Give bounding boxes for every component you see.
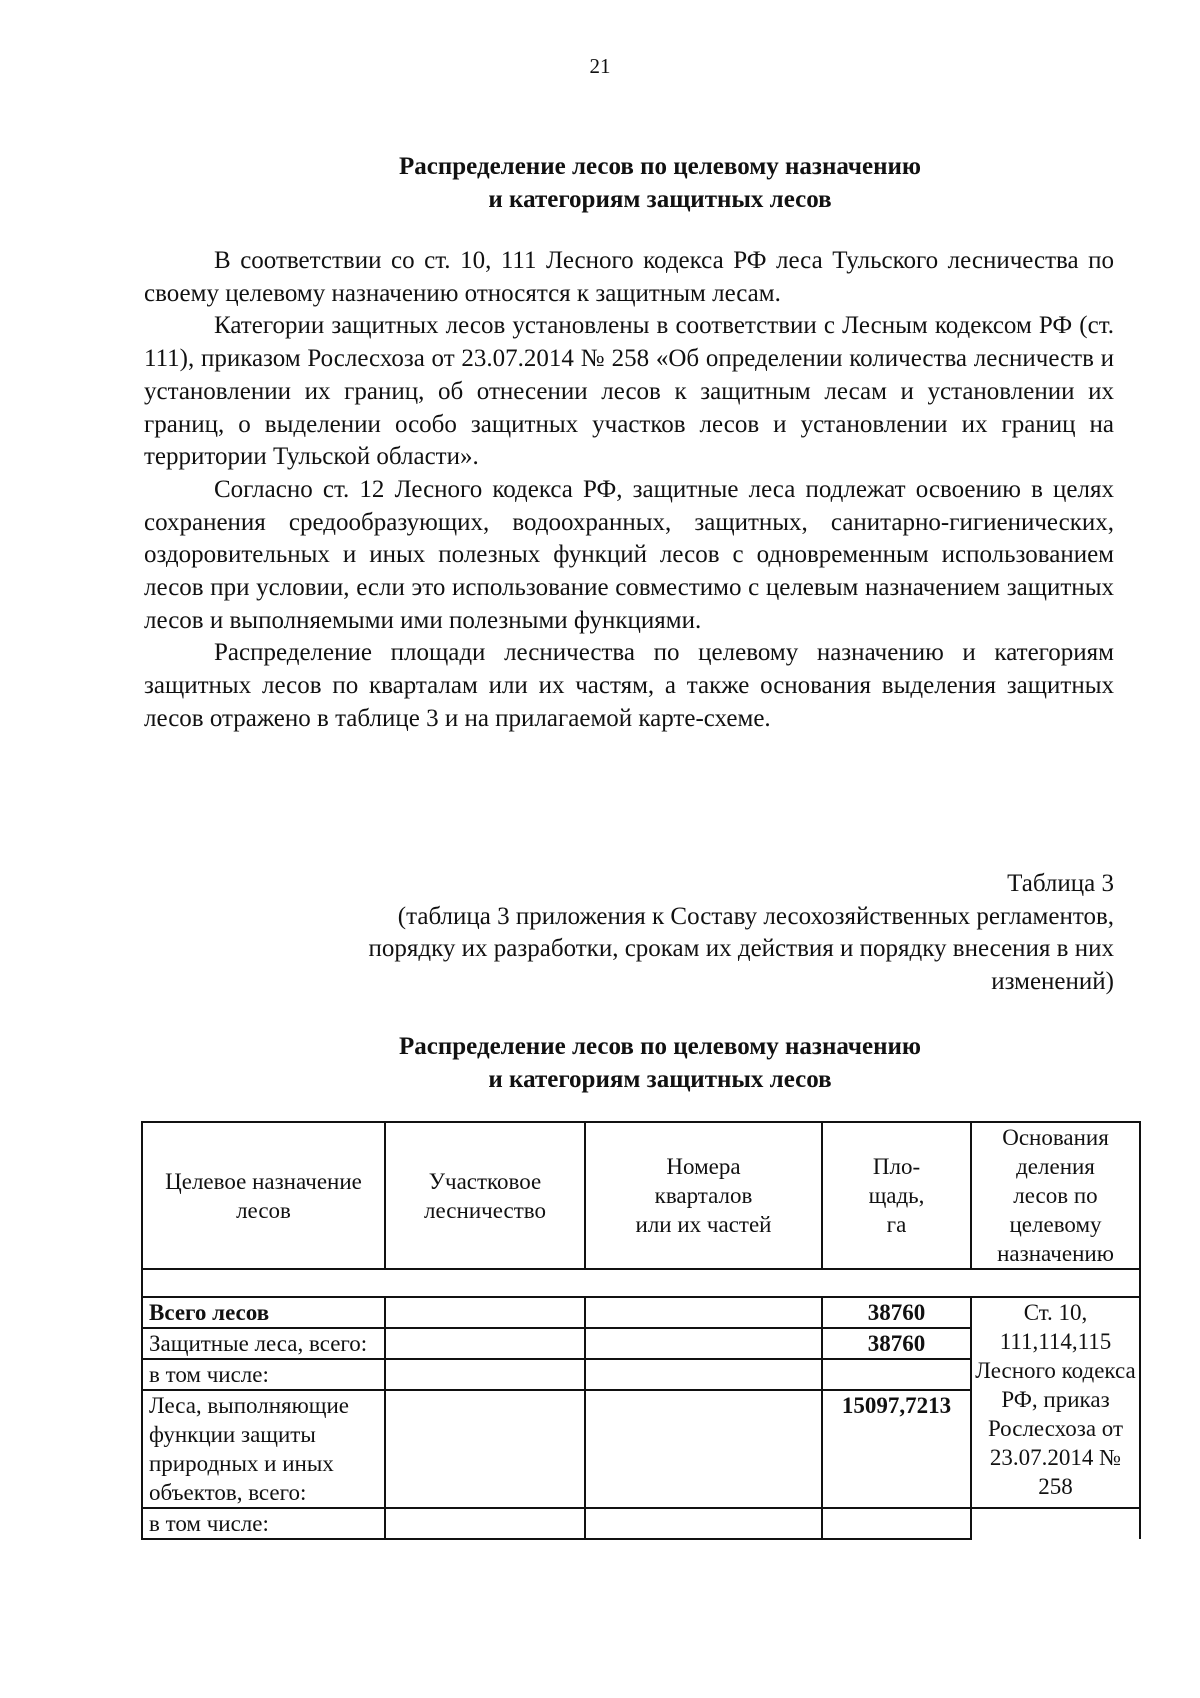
row-purpose: Защитные леса, всего: <box>142 1328 385 1359</box>
row-purpose: Леса, выполняющие функции защиты природных и иных объектов, всего: <box>142 1390 385 1508</box>
table-caption-line-3: изменений) <box>991 968 1114 996</box>
row-purpose: в том числе: <box>142 1359 385 1390</box>
table-row <box>142 1297 1140 1328</box>
row-basis-continuation <box>971 1508 1140 1539</box>
table-spacer-row <box>142 1269 1140 1297</box>
header-purpose: Целевое назначение лесов <box>142 1122 385 1269</box>
row-district <box>385 1359 585 1390</box>
paragraph-2: Категории защитных лесов установлены в соответствии с Лесным кодексом РФ (ст. 111), приказом Рослесхоза от 23.07.2014 № 258 «Об определении количества лесничеств и установлении их границ, об отнесении лесов к защитным лесам и установлении их границ, о выделении особо защитных участков лесов и установлении их границ на территории Тульской области». <box>144 312 1114 471</box>
paragraph-4: Распределение площади лесничества по целевому назначению и категориям защитных лесов по кварталам или их частям, а также основания выделения защитных лесов отражено в таблице 3 и на прилагаемой карте-схеме. <box>144 639 1114 732</box>
row-quarters <box>585 1390 822 1508</box>
table-heading-line-1: Распределение лесов по целевому назначению <box>399 1033 921 1060</box>
paragraph-1: В соответствии со ст. 10, 111 Лесного кодекса РФ леса Тульского лесничества по своему целевому назначению относятся к защитным лесам. <box>144 247 1114 307</box>
table-row <box>142 1508 1140 1539</box>
row-district <box>385 1508 585 1539</box>
row-purpose: в том числе: <box>142 1508 385 1539</box>
header-quarters: Номера кварталов или их частей <box>585 1122 822 1269</box>
section-heading <box>160 150 1160 216</box>
row-quarters <box>585 1297 822 1328</box>
row-area: 38760 <box>822 1328 971 1359</box>
table-caption-line-2: порядку их разработки, срокам их действия и порядку внесения в них <box>368 935 1114 963</box>
row-purpose: Всего лесов <box>142 1297 385 1328</box>
section-heading-line-2: и категориям защитных лесов <box>488 186 832 213</box>
row-area <box>822 1359 971 1390</box>
section-heading-line-1: Распределение лесов по целевому назначению <box>399 153 921 180</box>
row-basis: Ст. 10, 111,114,115 Лесного кодекса РФ, приказ Рослесхоза от 23.07.2014 № 258 <box>971 1297 1140 1508</box>
row-quarters <box>585 1508 822 1539</box>
row-district <box>385 1390 585 1508</box>
table-heading-line-2: и категориям защитных лесов <box>488 1066 832 1093</box>
body-text <box>144 245 1114 736</box>
table-caption <box>200 868 1114 999</box>
row-quarters <box>585 1359 822 1390</box>
table-heading <box>160 1030 1160 1096</box>
header-district: Участковое лесничество <box>385 1122 585 1269</box>
header-area: Пло- щадь, га <box>822 1122 971 1269</box>
header-basis: Основания деления лесов по целевому назначению <box>971 1122 1140 1269</box>
row-area <box>822 1508 971 1539</box>
page-number: 21 <box>589 54 611 78</box>
row-district <box>385 1328 585 1359</box>
row-quarters <box>585 1328 822 1359</box>
paragraph-3: Согласно ст. 12 Лесного кодекса РФ, защитные леса подлежат освоению в целях сохранения средообразующих, водоохранных, защитных, санитарно-гигиенических, оздоровительных и иных полезных функций лесов с одновременным использованием лесов при условии, если это использование совместимо с целевым назначением защитных лесов и выполняемыми ими полезными функциями. <box>144 475 1114 634</box>
row-district <box>385 1297 585 1328</box>
row-area: 15097,7213 <box>822 1390 971 1508</box>
table-caption-line-1: (таблица 3 приложения к Составу лесохозяйственных регламентов, <box>397 902 1114 930</box>
row-area: 38760 <box>822 1297 971 1328</box>
table-caption-label: Таблица 3 <box>1007 870 1114 897</box>
forest-distribution-table <box>141 1121 1141 1540</box>
table-header-row <box>142 1122 1140 1269</box>
